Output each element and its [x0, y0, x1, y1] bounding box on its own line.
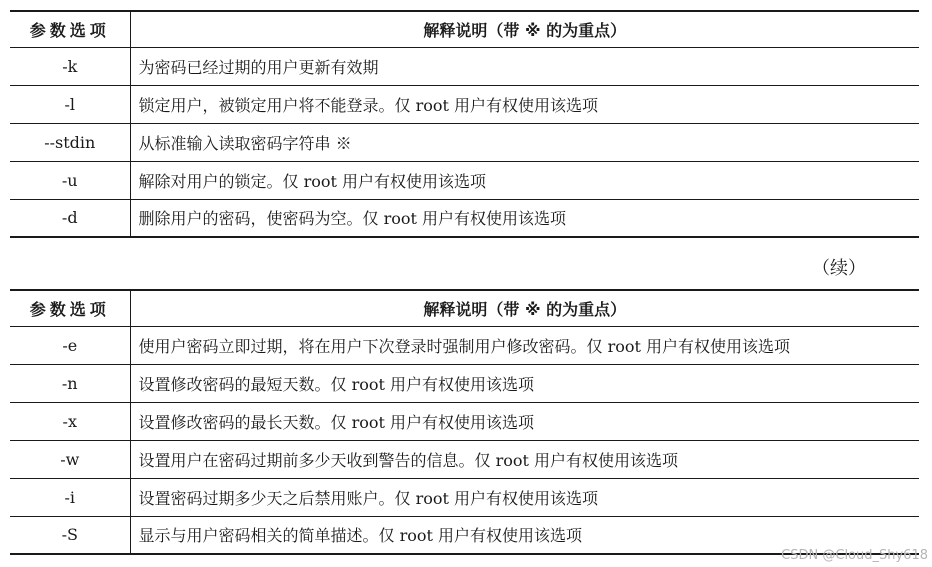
table-row	[10, 85, 919, 123]
column-header-description: 解释说明（带 ※ 的为重点）	[130, 11, 919, 47]
column-header-option: 参数选项	[10, 290, 130, 326]
option-cell: -i	[10, 478, 130, 516]
option-cell: --stdin	[10, 123, 130, 161]
continued-label: （续）	[812, 258, 866, 279]
options-table-1	[10, 10, 919, 238]
column-header-description: 解释说明（带 ※ 的为重点）	[130, 290, 919, 326]
option-cell: -S	[10, 516, 130, 554]
option-cell: -l	[10, 85, 130, 123]
description-cell: 删除用户的密码，使密码为空。仅 root 用户有权使用该选项	[130, 199, 919, 237]
description-cell: 显示与用户密码相关的简单描述。仅 root 用户有权使用该选项	[130, 516, 919, 554]
description-cell: 为密码已经过期的用户更新有效期	[130, 47, 919, 85]
table-row	[10, 123, 919, 161]
description-cell: 锁定用户，被锁定用户将不能登录。仅 root 用户有权使用该选项	[130, 85, 919, 123]
description-cell: 使用户密码立即过期，将在用户下次登录时强制用户修改密码。仅 root 用户有权使用该选项	[130, 326, 919, 364]
table-header-row	[10, 290, 919, 326]
column-header-option: 参数选项	[10, 11, 130, 47]
description-cell: 设置修改密码的最长天数。仅 root 用户有权使用该选项	[130, 402, 919, 440]
watermark: CSDN @Cloud_Shy618	[781, 548, 928, 563]
description-cell: 设置密码过期多少天之后禁用账户。仅 root 用户有权使用该选项	[130, 478, 919, 516]
description-cell: 设置用户在密码过期前多少天收到警告的信息。仅 root 用户有权使用该选项	[130, 440, 919, 478]
table-row	[10, 47, 919, 85]
option-cell: -n	[10, 364, 130, 402]
table-row	[10, 199, 919, 237]
table-row	[10, 478, 919, 516]
table-row	[10, 402, 919, 440]
table-row	[10, 161, 919, 199]
option-cell: -k	[10, 47, 130, 85]
option-cell: -x	[10, 402, 130, 440]
description-cell: 设置修改密码的最短天数。仅 root 用户有权使用该选项	[130, 364, 919, 402]
description-cell: 从标准输入读取密码字符串 ※	[130, 123, 919, 161]
description-cell: 解除对用户的锁定。仅 root 用户有权使用该选项	[130, 161, 919, 199]
table-row	[10, 326, 919, 364]
table-header-row	[10, 11, 919, 47]
option-cell: -w	[10, 440, 130, 478]
options-table-2	[10, 289, 919, 555]
table-row	[10, 364, 919, 402]
option-cell: -d	[10, 199, 130, 237]
option-cell: -e	[10, 326, 130, 364]
table-row	[10, 440, 919, 478]
option-cell: -u	[10, 161, 130, 199]
